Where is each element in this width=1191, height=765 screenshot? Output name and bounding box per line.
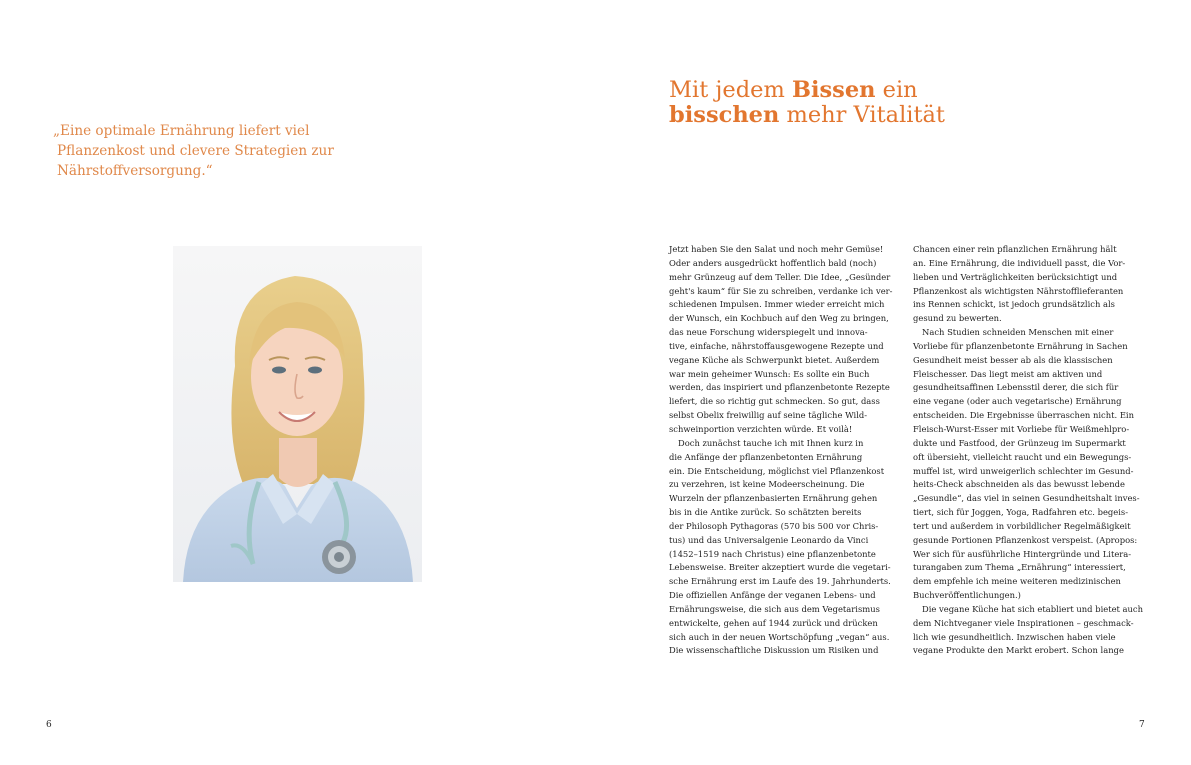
text-line: an. Eine Ernährung, die individuell passt, die Vor-: [913, 257, 1126, 268]
text-line: entscheiden. Die Ergebnisse überraschen nicht. Ein: [913, 410, 1135, 421]
text-line: bis in die Antike zurück. So schätzten bereits: [669, 507, 862, 518]
text-line: Lebensweise. Breiter akzeptiert wurde die vegetari-: [669, 562, 891, 573]
text-line: Wer sich für ausführliche Hintergründe und Litera-: [913, 548, 1132, 559]
pull-quote: [53, 121, 353, 181]
text-line: Die vegane Küche hat sich etabliert und bietet auch: [922, 603, 1144, 614]
text-line: vegane Küche als Schwerpunkt bietet. Außerdem: [669, 354, 880, 365]
text-line: Ernährungsweise, die sich aus dem Vegetarismus: [669, 603, 880, 614]
text-line: lieben und Verträglichkeiten berücksichtigt und: [913, 271, 1118, 282]
page-number-right: 7: [1139, 720, 1145, 730]
text-line: heits-Check abschneiden als das bewusst lebende: [913, 479, 1125, 490]
text-line: geht's kaum“ für Sie zu schreiben, verdanke ich ver-: [669, 285, 893, 296]
text-line: sche Ernährung erst im Laufe des 19. Jahrhunderts.: [669, 576, 891, 587]
text-line: Die wissenschaftliche Diskussion um Risiken und: [669, 645, 879, 656]
text-line: dem empfehle ich meine weiteren medizinischen: [913, 576, 1121, 587]
text-line: schiedenen Impulsen. Immer wieder erreicht mich: [669, 299, 885, 310]
chapter-headline: [669, 78, 945, 128]
text-line: mehr Grünzeug auf dem Teller. Die Idee, „Gesünder: [669, 271, 891, 282]
text-line: tive, einfache, nährstoffausgewogene Rezepte und: [669, 340, 884, 351]
text-line: muffel ist, wird unweigerlich schlechter im Gesund-: [913, 465, 1134, 476]
text-line: liefert, die so richtig gut schmecken. So gut, dass: [669, 396, 880, 407]
text-line: lich wie gesundheitlich. Inzwischen haben viele: [913, 631, 1116, 642]
headline-bold-text: bisschen: [669, 102, 780, 128]
text-line: gesund zu bewerten.: [913, 313, 1002, 324]
text-line: (1452–1519 nach Christus) eine pflanzenbetonte: [669, 548, 876, 559]
text-line: dem Nichtveganer viele Inspirationen – geschmack-: [913, 617, 1134, 628]
text-line: eine vegane (oder auch vegetarische) Ernährung: [913, 396, 1122, 407]
text-line: Fleischesser. Das liegt meist am aktiven und: [913, 368, 1103, 379]
quote-line: Nährstoffversorgung.“: [57, 163, 213, 179]
text-line: Die offiziellen Anfänge der veganen Lebens- und: [669, 590, 876, 601]
text-line: entwickelte, gehen auf 1944 zurück und drücken: [669, 617, 878, 628]
headline-bold-text: Bissen: [791, 77, 876, 103]
text-line: gesundheitsaffinen Lebensstil derer, die sich für: [913, 382, 1119, 393]
text-line: sich auch in der neuen Wortschöpfung „vegan“ aus.: [669, 631, 890, 642]
text-line: der Wunsch, ein Kochbuch auf den Weg zu bringen,: [669, 313, 889, 324]
text-line: Oder anders ausgedrückt hoffentlich bald (noch): [669, 257, 877, 268]
author-portrait-photo: [173, 246, 422, 582]
headline-text: ein: [875, 77, 918, 103]
text-line: Doch zunächst tauche ich mit Ihnen kurz in: [678, 437, 864, 448]
headline-line-2: [669, 103, 945, 128]
headline-text: mehr Vitalität: [779, 102, 945, 128]
body-text-column-1: [669, 243, 891, 658]
body-text-column-2: [913, 243, 1144, 658]
text-line: tus) und das Universalgenie Leonardo da Vinci: [669, 534, 869, 545]
text-line: Chancen einer rein pflanzlichen Ernährung hält: [913, 244, 1117, 254]
text-line: Wurzeln der pflanzenbasierten Ernährung gehen: [669, 493, 878, 504]
text-line: die Anfänge der pflanzenbetonten Ernährung: [669, 451, 863, 462]
text-line: ein. Die Entscheidung, möglichst viel Pflanzenkost: [669, 465, 885, 476]
text-line: ins Rennen schickt, ist jedoch grundsätzlich als: [913, 299, 1115, 310]
text-line: Vorliebe für pflanzenbetonte Ernährung in Sachen: [913, 340, 1128, 351]
text-line: Nach Studien schneiden Menschen mit einer: [922, 327, 1114, 338]
text-line: Buchveröffentlichungen.): [913, 590, 1021, 601]
text-line: Jetzt haben Sie den Salat und noch mehr Gemüse!: [669, 244, 884, 254]
author-portrait-illustration: [173, 246, 422, 582]
text-line: werden, das inspiriert und pflanzenbetonte Rezepte: [669, 382, 890, 393]
text-line: turangaben zum Thema „Ernährung“ interessiert,: [913, 562, 1126, 573]
page-number-left: 6: [46, 720, 52, 730]
text-line: vegane Produkte den Markt erobert. Schon lange: [913, 645, 1124, 656]
text-line: dukte und Fastfood, der Grünzeug im Supermarkt: [913, 437, 1126, 448]
text-line: selbst Obelix freiwillig auf seine tägliche Wild-: [669, 410, 868, 421]
text-line: Pflanzenkost als wichtigsten Nährstofflieferanten: [913, 285, 1124, 296]
quote-line: „Eine optimale Ernährung liefert viel: [53, 123, 310, 139]
text-line: gesunde Portionen Pflanzenkost verspeist. (Apropos:: [913, 534, 1138, 545]
quote-line: Pflanzenkost und clevere Strategien zur: [57, 143, 334, 159]
text-line: schweinportion verzichten würde. Et voilà!: [669, 423, 853, 434]
text-line: oft übersieht, vielleicht raucht und ein Bewegungs-: [913, 451, 1132, 462]
text-line: Fleisch-Wurst-Esser mit Vorliebe für Weißmehlpro-: [913, 423, 1130, 434]
text-line: der Philosoph Pythagoras (570 bis 500 vor Chris-: [669, 520, 879, 531]
text-line: Gesundheit meist besser ab als die klassischen: [913, 354, 1113, 365]
text-line: „Gesundle“, das viel in seinen Gesundheitshalt inves-: [913, 493, 1140, 504]
headline-text: Mit jedem: [669, 77, 792, 103]
text-line: war mein geheimer Wunsch: Es sollte ein Buch: [669, 368, 870, 379]
text-line: tiert, sich für Joggen, Yoga, Radfahren etc. begeis-: [913, 507, 1129, 518]
text-line: das neue Forschung widerspiegelt und innova-: [669, 327, 868, 338]
text-line: zu verzehren, ist keine Modeerscheinung. Die: [669, 479, 865, 490]
text-line: tert und außerdem in vorbildlicher Regelmäßigkeit: [913, 520, 1131, 531]
headline-line-1: [669, 78, 945, 103]
